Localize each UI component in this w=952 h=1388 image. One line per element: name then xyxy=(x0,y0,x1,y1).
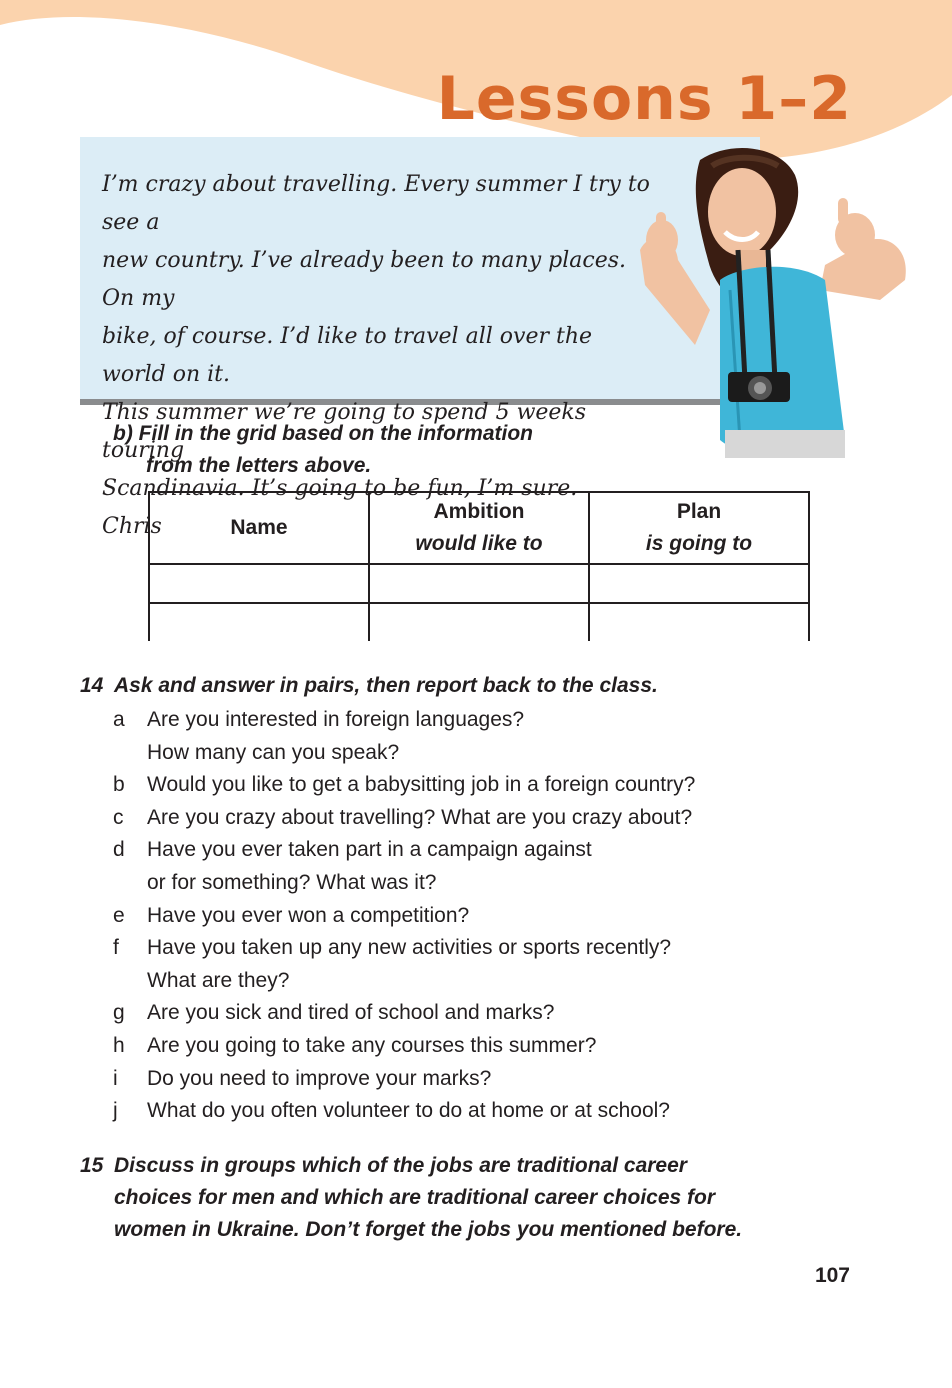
list-item xyxy=(113,834,833,899)
item-text: Have you ever taken part in a campaign against xyxy=(147,838,592,862)
item-text: Are you crazy about travelling? What are you crazy about? xyxy=(147,805,693,829)
girl-photo xyxy=(620,140,920,485)
task-number: 14 xyxy=(80,674,104,697)
list-item xyxy=(113,769,833,802)
item-letter: i xyxy=(113,1066,118,1090)
exercise-b-instruction xyxy=(113,418,533,482)
item-letter: d xyxy=(113,838,125,862)
list-item xyxy=(113,802,833,835)
item-letter: j xyxy=(113,1099,118,1123)
grid-cell[interactable] xyxy=(589,564,809,603)
grid-header-sub: would like to xyxy=(415,532,543,555)
item-letter: c xyxy=(113,805,124,829)
grid-header-sub: is going to xyxy=(645,532,753,555)
item-text: Have you taken up any new activities or sports recently? xyxy=(147,936,672,960)
item-letter: f xyxy=(113,936,119,960)
grid-header-plan xyxy=(589,492,809,564)
letter-line: bike, of course. I’d like to travel all over the world on it. xyxy=(102,324,593,387)
item-text: Would you like to get a babysitting job in a foreign country? xyxy=(147,773,696,797)
task-heading-text: Discuss in groups which of the jobs are traditional career xyxy=(114,1154,687,1177)
letter-line: Scandinavia. It’s going to be fun, I’m sure. xyxy=(102,476,578,501)
list-item xyxy=(113,900,833,933)
grid-header-ambition xyxy=(369,492,589,564)
grid-cell[interactable] xyxy=(589,603,809,641)
list-item xyxy=(113,1030,833,1063)
item-text: What are they? xyxy=(147,968,290,992)
item-text: Are you interested in foreign languages? xyxy=(147,708,525,731)
letter-signature: Chris xyxy=(102,514,162,539)
item-text: How many can you speak? xyxy=(147,740,400,764)
page-title: Lessons 1–2 xyxy=(436,64,852,134)
list-item xyxy=(113,932,833,997)
grid-cell[interactable] xyxy=(369,564,589,603)
letter-text xyxy=(102,166,662,546)
item-text: or for something? What was it? xyxy=(147,870,437,894)
question-list xyxy=(113,704,833,1128)
instruction-line: b) Fill in the grid based on the information xyxy=(113,422,533,445)
list-item xyxy=(113,704,833,769)
task-14-heading xyxy=(80,670,658,702)
page-number: 107 xyxy=(814,1264,850,1287)
grid-header-label: Name xyxy=(230,516,288,539)
grid-header-label: Plan xyxy=(676,500,722,523)
task-heading-text: women in Ukraine. Don’t forget the jobs you mentioned before. xyxy=(114,1218,743,1241)
task-number: 15 xyxy=(80,1154,104,1177)
task-heading-text: choices for men and which are traditional career choices for xyxy=(114,1186,716,1209)
grid-cell[interactable] xyxy=(149,603,369,641)
letter-line: I’m crazy about travelling. Every summer I try to see a xyxy=(102,172,650,235)
item-text: Have you ever won a competition? xyxy=(147,903,470,927)
item-letter: g xyxy=(113,1001,125,1025)
grid-cell[interactable] xyxy=(369,603,589,641)
item-letter: e xyxy=(113,903,125,927)
grid-header-name xyxy=(149,492,369,564)
letter-line: This summer we’re going to spend 5 weeks touring xyxy=(102,400,587,463)
task-heading-text: Ask and answer in pairs, then report back to the class. xyxy=(114,674,658,697)
item-text: What do you often volunteer to do at home or at school? xyxy=(147,1099,670,1123)
item-text: Are you sick and tired of school and marks? xyxy=(147,1001,555,1025)
letter-line: new country. I’ve already been to many places. On my xyxy=(102,248,626,311)
item-letter: a xyxy=(113,708,125,731)
list-item xyxy=(113,1063,833,1096)
grid-header-label: Ambition xyxy=(433,500,525,523)
grid-cell[interactable] xyxy=(149,564,369,603)
list-item xyxy=(113,1095,833,1128)
task-15-heading xyxy=(80,1150,742,1246)
item-letter: b xyxy=(113,773,125,797)
list-item xyxy=(113,997,833,1030)
item-text: Do you need to improve your marks? xyxy=(147,1066,492,1090)
instruction-line: from the letters above. xyxy=(146,454,372,477)
fill-in-grid xyxy=(148,491,810,641)
item-text: Are you going to take any courses this summer? xyxy=(147,1033,597,1057)
item-letter: h xyxy=(113,1033,125,1057)
